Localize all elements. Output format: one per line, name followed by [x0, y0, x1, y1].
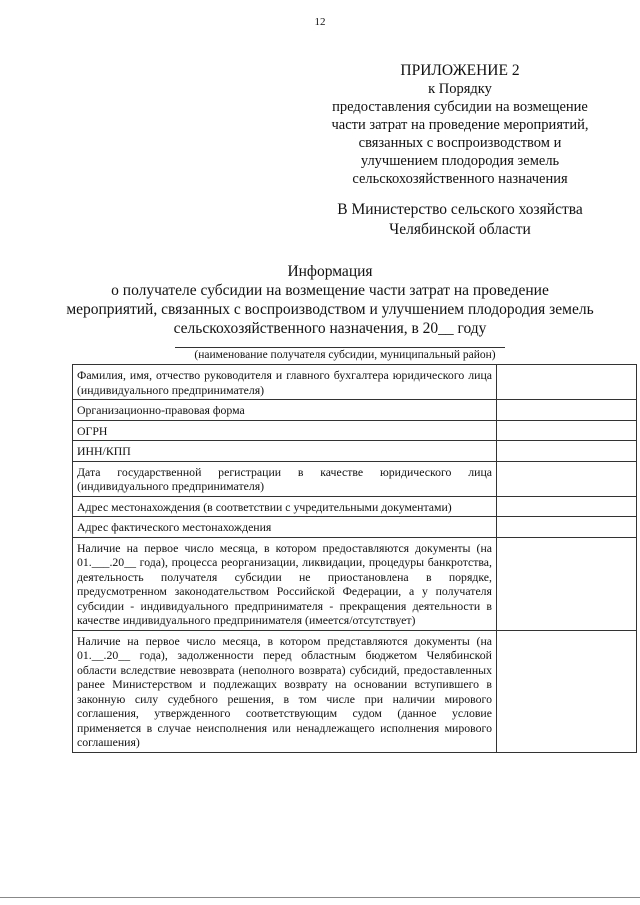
title-heading: Информация — [287, 263, 373, 280]
row-label: Дата государственной регистрации в качестве юридического лица (индивидуального предпринимателя) — [73, 461, 497, 496]
recipient-name-line — [175, 347, 505, 348]
row-value-cell[interactable] — [497, 517, 637, 538]
title-line: о получателе субсидии на возмещение части затрат на проведение — [111, 282, 549, 299]
table-row — [73, 400, 637, 421]
title-line: сельскохозяйственного назначения, в 20__ году — [173, 320, 487, 337]
row-value-cell[interactable] — [497, 537, 637, 630]
table-row — [73, 461, 637, 496]
row-label: Адрес местонахождения (в соответствии с учредительными документами) — [73, 496, 497, 517]
appendix-line: части затрат на проведение мероприятий, — [331, 117, 589, 133]
appendix-line: сельскохозяйственного назначения — [352, 171, 568, 187]
row-label: ОГРН — [73, 420, 497, 441]
appendix-line: улучшением плодородия земель — [360, 153, 560, 169]
row-value-cell[interactable] — [497, 365, 637, 400]
table-row — [73, 517, 637, 538]
row-label: Наличие на первое число месяца, в котором предоставляются документы (на 01.___.20__ года), процесса реорганизации, ликвидации, процедуры банкротства, деятельность получателя субсидии не приостановлена в порядке, предусмотренном законодательством Российской Федерации, а у получателя субсидии - индивидуального предпринимателя - прекращения деятельности в качестве индивидуального предпринимателя (имеется/отсутствует) — [73, 537, 497, 630]
table-row — [73, 441, 637, 462]
appendix-line: связанных с воспроизводством и — [358, 135, 562, 151]
row-value-cell[interactable] — [497, 496, 637, 517]
recipient-line: В Министерство сельского хозяйства — [337, 201, 583, 218]
table-row — [73, 630, 637, 752]
table-row — [73, 420, 637, 441]
row-label: Организационно-правовая форма — [73, 400, 497, 421]
appendix-block — [300, 62, 620, 188]
row-value-cell[interactable] — [497, 400, 637, 421]
row-label: Фамилия, имя, отчество руководителя и главного бухгалтера юридического лица (индивидуального предпринимателя) — [73, 365, 497, 400]
recipient-block — [300, 200, 620, 240]
page-number: 12 — [314, 16, 326, 28]
row-value-cell[interactable] — [497, 420, 637, 441]
appendix-line: предоставления субсидии на возмещение — [332, 99, 588, 115]
title-line: мероприятий, связанных с воспроизводством и улучшением плодородия земель — [66, 301, 594, 318]
table-row — [73, 365, 637, 400]
info-table — [72, 364, 637, 753]
row-label: Наличие на первое число месяца, в котором представляются документы (на 01.__.20__ года), задолженности перед областным бюджетом Челябинской области вследствие невозврата (неполного возврата) субсидий, предоставленных ранее Министерством и подлежащих возврату на основании вступившего в законную силу судебного решения, в том числе при наличии мирового соглашения, утвержденного соответствующим судом (данное условие применяется в случае неисполнения или ненадлежащего исполнения мирового соглашения) — [73, 630, 497, 752]
recipient-line: Челябинской области — [389, 221, 531, 238]
row-value-cell[interactable] — [497, 461, 637, 496]
row-value-cell[interactable] — [497, 441, 637, 462]
document-title — [60, 262, 600, 338]
recipient-name-caption: (наименование получателя субсидии, муниципальный район) — [194, 349, 496, 361]
table-row — [73, 537, 637, 630]
appendix-heading: ПРИЛОЖЕНИЕ 2 — [400, 62, 520, 79]
table-row — [73, 496, 637, 517]
row-label: ИНН/КПП — [73, 441, 497, 462]
row-value-cell[interactable] — [497, 630, 637, 752]
page-bottom-rule — [0, 897, 640, 898]
row-label: Адрес фактического местонахождения — [73, 517, 497, 538]
appendix-line: к Порядку — [428, 81, 492, 97]
